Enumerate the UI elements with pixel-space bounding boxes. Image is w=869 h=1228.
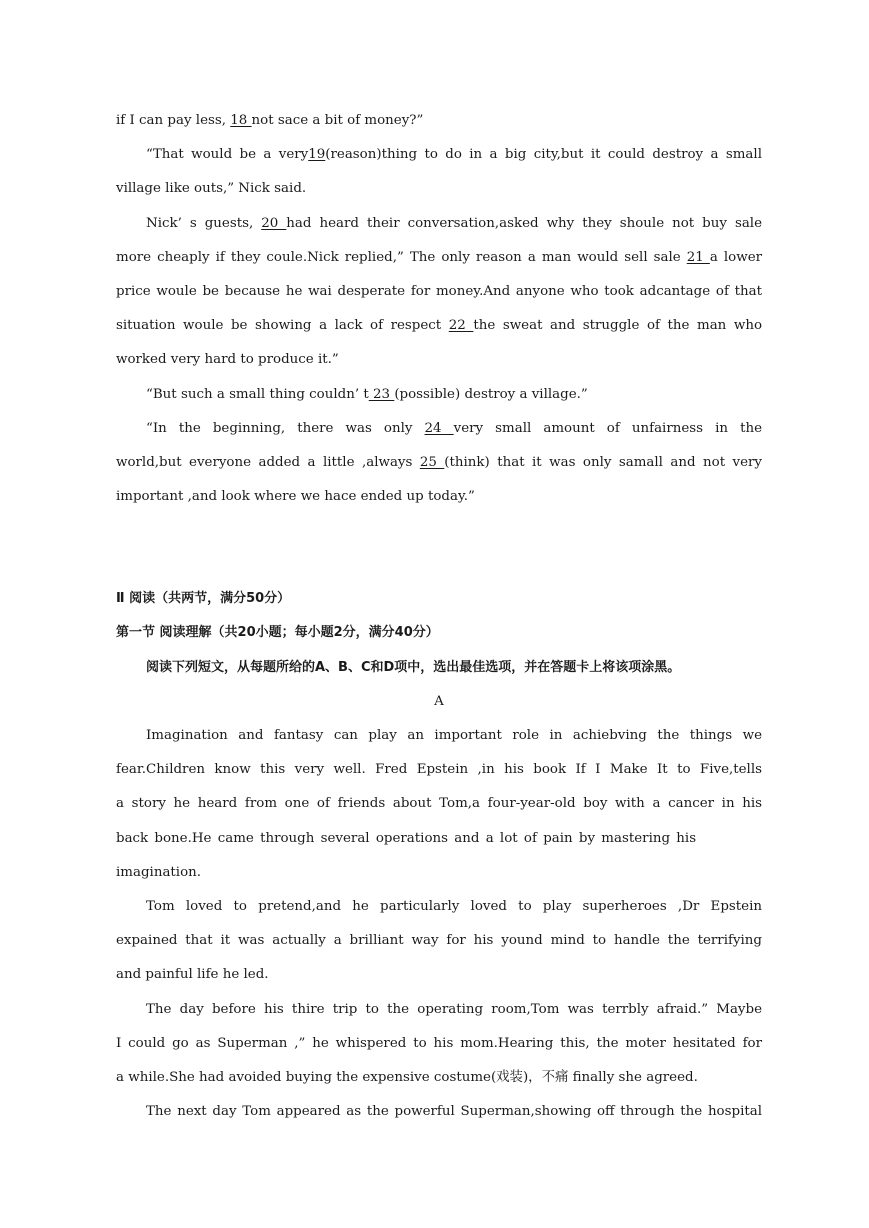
passage-line: Tom loved to pretend,and he particularly loved to play superheroes ,Dr Epstein	[146, 898, 762, 914]
passage-label: A	[434, 693, 444, 709]
blank-22: 22	[448, 318, 474, 334]
blank-20: 20	[261, 215, 287, 231]
cloze-line: Nick’ s guests, 20 had heard their conversation,asked why they shoule not buy sale	[146, 215, 763, 231]
passage-line: The next day Tom appeared as the powerful Superman,showing off through the hospital	[146, 1104, 762, 1120]
blank-24: 24	[424, 420, 454, 436]
cloze-line: “In the beginning, there was only 24 very small amount of unfairness in the	[146, 420, 762, 436]
cloze-line: “That would be a very19(reason)thing to do in a big city,but it could destroy a small	[146, 147, 762, 163]
blank-21: 21	[686, 249, 710, 265]
cloze-line: important ,and look where we hace ended up today.”	[116, 489, 475, 505]
blank-19: 19	[308, 147, 326, 163]
cloze-line: “But such a small thing couldn’ t 23 (possible) destroy a village.”	[146, 386, 588, 402]
section-title: Ⅱ 阅读（共两节，满分50分）	[116, 591, 291, 607]
passage-line: fear.Children know this very well. Fred Epstein ,in his book If I Make It to Five,tells	[116, 762, 762, 778]
passage-line: imagination.	[116, 864, 202, 880]
passage-line: and painful life he led.	[116, 967, 269, 983]
blank-25: 25	[419, 454, 445, 470]
cloze-line: village like outs,” Nick said.	[116, 181, 307, 197]
cloze-line: world,but everyone added a little ,always 25 (think) that it was only samall and not very	[116, 454, 762, 470]
passage-line: a story he heard from one of friends about Tom,a four-year-old boy with a cancer in his	[116, 796, 762, 812]
cloze-line: situation woule be showing a lack of respect 22 the sweat and struggle of the man who	[116, 318, 763, 334]
document-page	[116, 104, 762, 1129]
blank-23: 23	[368, 386, 395, 402]
passage-line: Imagination and fantasy can play an important role in achiebving the things we	[146, 728, 762, 743]
cloze-line: price woule be because he wai desperate for money.And anyone who took adcantage of that	[116, 283, 762, 299]
passage-line: back bone.He came through several operations and a lot of pain by mastering his	[116, 830, 697, 846]
cloze-line: if I can pay less, 18 not sace a bit of money?”	[116, 113, 424, 128]
cloze-line: worked very hard to produce it.”	[116, 352, 339, 368]
cloze-line: more cheaply if they coule.Nick replied,” The only reason a man would sell sale 21 a lower	[116, 249, 763, 265]
instruction: 阅读下列短文，从每题所给的A、B、C和D项中，选出最佳选项，并在答题卡上将该项涂黑。	[146, 659, 681, 675]
passage-line: The day before his thire trip to the operating room,Tom was terrbly afraid.” Maybe	[146, 1001, 762, 1017]
passage-line: expained that it was actually a brilliant way for his yound mind to handle the terrifying	[116, 933, 762, 949]
passage-line: I could go as Superman ,” he whispered to his mom.Hearing this, the moter hesitated for	[116, 1035, 762, 1051]
passage-line: a while.She had avoided buying the expensive costume(戏装)，不痛 finally she agreed.	[116, 1069, 698, 1085]
blank-18: 18	[230, 113, 252, 128]
part-title: 第一节 阅读理解（共20小题；每小题2分，满分40分）	[116, 625, 439, 641]
